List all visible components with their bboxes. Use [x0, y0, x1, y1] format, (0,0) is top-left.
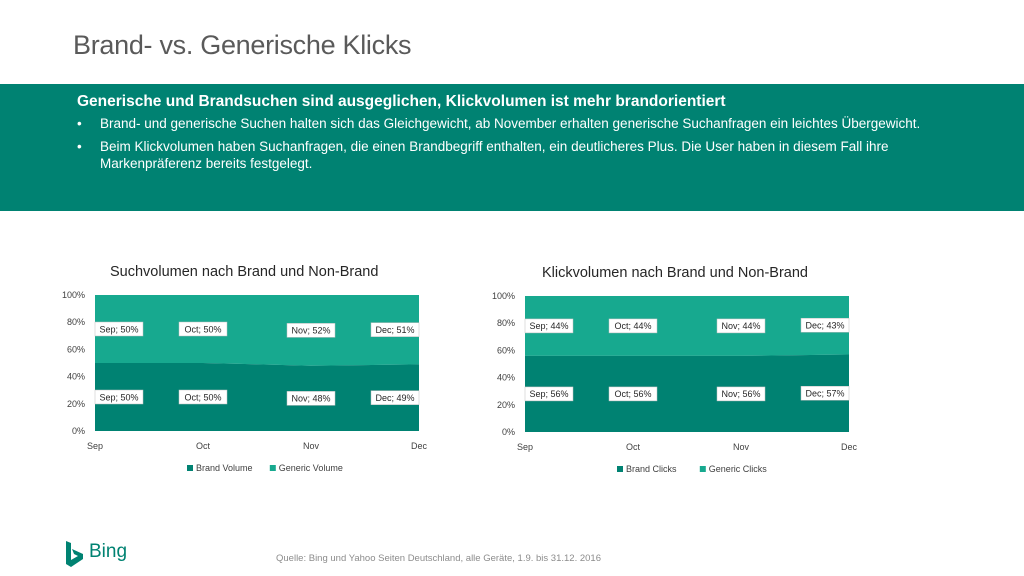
legend-label: Brand Volume: [196, 463, 253, 473]
legend-swatch: [187, 465, 193, 471]
legend-swatch: [270, 465, 276, 471]
x-tick-label: Nov: [732, 442, 750, 452]
bullet-icon: •: [77, 139, 82, 154]
data-label: Dec; 51%: [375, 324, 415, 335]
series-area-generic-volume: [95, 295, 419, 366]
data-label: Sep; 56%: [529, 389, 569, 400]
x-tick-label: Oct: [625, 442, 641, 452]
summary-bullet: [77, 115, 977, 132]
legend-label: Brand Clicks: [626, 464, 677, 474]
data-label: Nov; 48%: [291, 393, 331, 404]
source-note: Quelle: Bing und Yahoo Seiten Deutschland, alle Geräte, 1.9. bis 31.12. 2016: [276, 553, 601, 564]
legend-label: Generic Volume: [278, 463, 343, 473]
data-label: Oct; 50%: [184, 324, 222, 335]
data-label: Oct; 50%: [184, 392, 222, 403]
data-label: Sep; 50%: [99, 392, 139, 403]
y-tick-label: 40%: [496, 372, 515, 383]
y-tick-label: 0%: [71, 426, 85, 436]
x-tick-label: Oct: [195, 441, 211, 451]
y-tick-label: 60%: [496, 345, 515, 356]
search-volume-chart: [40, 284, 460, 484]
legend-swatch: [617, 466, 623, 472]
bing-logo-text: Bing: [89, 541, 128, 562]
page-title: Brand- vs. Generische Klicks: [73, 30, 412, 60]
data-label: Nov; 52%: [291, 325, 331, 336]
series-area-brand-clicks: [525, 354, 849, 432]
summary-bullet-text: Brand- und generische Suchen halten sich das Gleichgewicht, ab November erhalten generische Suchanfragen ein leichtes Übergewicht.: [100, 116, 921, 131]
y-tick-label: 20%: [66, 398, 85, 409]
summary-bullets: [77, 115, 977, 178]
data-label: Nov; 44%: [721, 321, 761, 332]
bing-logo-icon: [64, 540, 86, 568]
click-volume-chart: [470, 285, 890, 485]
y-tick-label: 100%: [491, 291, 515, 301]
y-tick-label: 0%: [501, 427, 515, 437]
data-label: Sep; 50%: [99, 324, 139, 335]
data-label: Oct; 56%: [614, 389, 652, 400]
y-tick-label: 60%: [66, 344, 85, 355]
summary-band: [0, 84, 1024, 211]
series-area-brand-volume: [95, 363, 419, 431]
x-tick-label: Sep: [86, 441, 104, 451]
y-tick-label: 80%: [496, 318, 515, 329]
chart-title-click-volume: Klickvolumen nach Brand und Non-Brand: [542, 265, 808, 281]
summary-bullet: [77, 138, 977, 172]
data-label: Dec; 57%: [805, 388, 845, 399]
chart-title-search-volume: Suchvolumen nach Brand und Non-Brand: [110, 264, 379, 280]
legend-swatch: [700, 466, 706, 472]
legend-label: Generic Clicks: [708, 464, 767, 474]
data-label: Oct; 44%: [614, 321, 652, 332]
x-tick-label: Dec: [840, 442, 858, 452]
bullet-icon: •: [77, 116, 82, 131]
y-tick-label: 20%: [496, 399, 515, 410]
x-tick-label: Nov: [302, 441, 320, 451]
x-tick-label: Dec: [410, 441, 428, 451]
summary-headline: Generische und Brandsuchen sind ausgeglichen, Klickvolumen ist mehr brandorientiert: [77, 93, 726, 110]
data-label: Nov; 56%: [721, 389, 761, 400]
y-tick-label: 100%: [61, 290, 85, 300]
summary-bullet-text: Beim Klickvolumen haben Suchanfragen, die einen Brandbegriff enthalten, ein deutlicheres Plus. Die User haben in diesem Fall ihre Markenpräferenz bereits festgelegt.: [100, 139, 889, 171]
y-tick-label: 80%: [66, 317, 85, 328]
data-label: Dec; 43%: [805, 320, 845, 331]
x-tick-label: Sep: [516, 442, 534, 452]
y-tick-label: 40%: [66, 371, 85, 382]
series-area-generic-clicks: [525, 296, 849, 356]
data-label: Dec; 49%: [375, 392, 415, 403]
data-label: Sep; 44%: [529, 321, 569, 332]
